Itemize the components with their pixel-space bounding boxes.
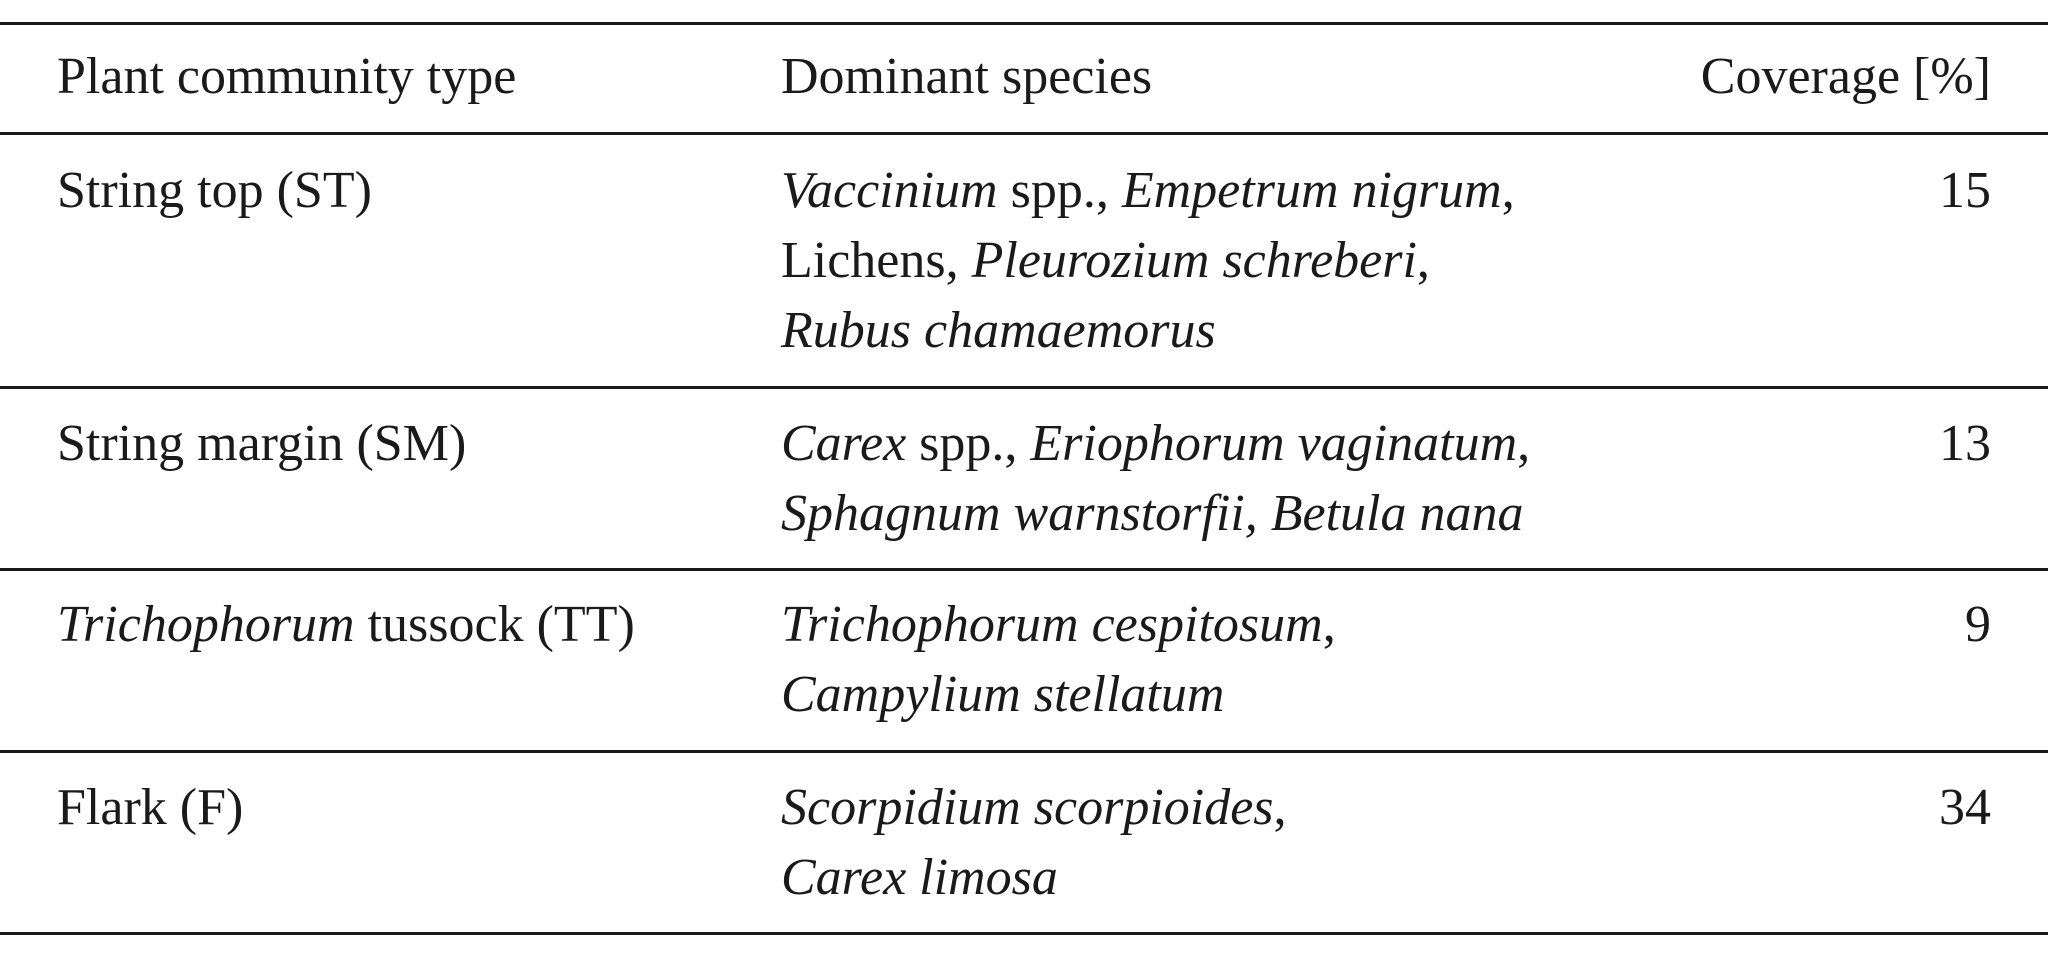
community-text: String top (ST)	[57, 162, 372, 219]
species-text: Campylium stellatum	[781, 666, 1225, 723]
header-dominant-species: Dominant species	[781, 48, 1153, 105]
row-community	[57, 409, 466, 479]
row-coverage: 34	[1939, 779, 1991, 836]
row-species	[781, 409, 1530, 549]
species-text: ,	[1517, 415, 1531, 472]
top-rule	[0, 22, 2048, 25]
species-text: ,	[1501, 162, 1515, 219]
species-text: spp.,	[997, 162, 1122, 219]
species-line	[781, 156, 1515, 226]
community-text: String margin (SM)	[57, 415, 467, 472]
species-text: Carex	[781, 415, 907, 472]
row-coverage: 9	[1965, 596, 1991, 653]
species-text: Rubus chamaemorus	[781, 302, 1216, 359]
bottom-rule	[0, 932, 2048, 935]
species-text: Carex limosa	[781, 849, 1058, 906]
species-text: Scorpidium scorpioides	[781, 779, 1274, 836]
species-line	[781, 409, 1530, 479]
community-text: Trichophorum	[57, 596, 355, 653]
row-divider	[0, 750, 2048, 753]
species-text: Sphagnum warnstorfii, Betula nana	[781, 485, 1524, 542]
species-text: ,	[1416, 232, 1430, 289]
row-coverage: 15	[1939, 162, 1991, 219]
species-text: spp.,	[906, 415, 1031, 472]
header-coverage: Coverage [%]	[1700, 48, 1991, 105]
row-community	[57, 773, 243, 843]
species-text: ,	[1273, 779, 1287, 836]
species-line	[781, 773, 1287, 843]
species-text: Vaccinium	[781, 162, 998, 219]
row-coverage: 13	[1939, 415, 1991, 472]
row-species	[781, 773, 1287, 913]
community-text: tussock (TT)	[354, 596, 635, 653]
species-text: Pleurozium schreberi	[971, 232, 1417, 289]
species-line	[781, 226, 1515, 296]
row-species	[781, 156, 1515, 366]
header-rule	[0, 132, 2048, 135]
species-text: Empetrum nigrum	[1121, 162, 1502, 219]
species-text: Lichens,	[781, 232, 972, 289]
species-text: ,	[1322, 596, 1336, 653]
row-species	[781, 590, 1336, 730]
species-line	[781, 843, 1287, 913]
species-text: Eriophorum vaginatum	[1030, 415, 1518, 472]
row-community	[57, 590, 635, 660]
header-community-type: Plant community type	[57, 48, 517, 105]
row-community	[57, 156, 372, 226]
row-divider	[0, 386, 2048, 389]
species-line	[781, 660, 1336, 730]
row-divider	[0, 568, 2048, 571]
species-line	[781, 479, 1530, 549]
species-line	[781, 296, 1515, 366]
species-line	[781, 590, 1336, 660]
species-text: Trichophorum cespitosum	[781, 596, 1323, 653]
community-text: Flark (F)	[57, 779, 244, 836]
